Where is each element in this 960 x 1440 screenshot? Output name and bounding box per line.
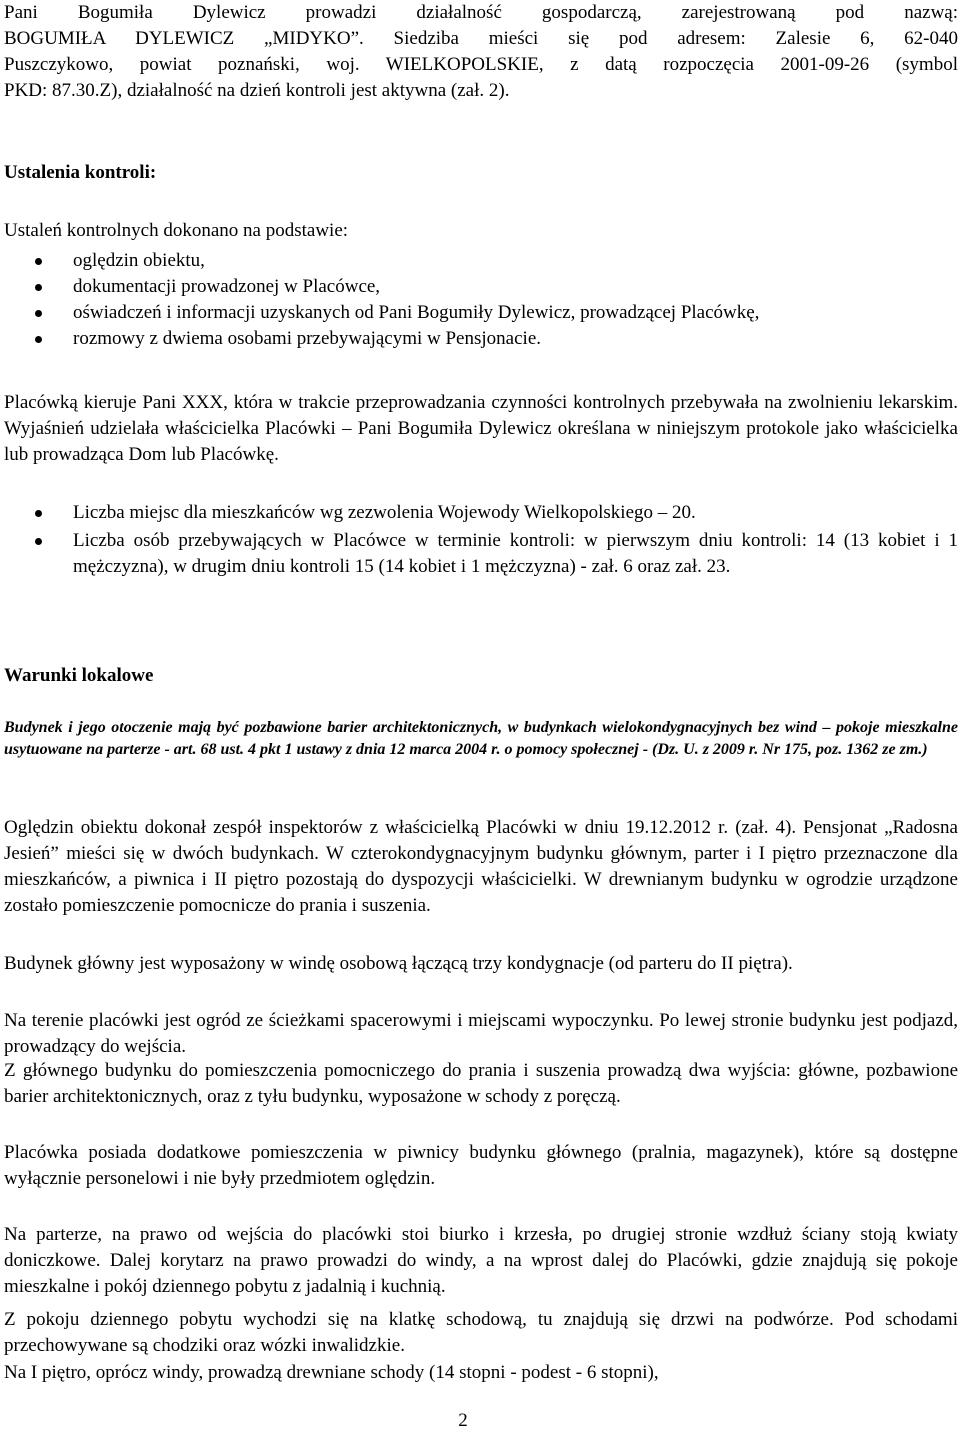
- intro-line: Pani Bogumiła Dylewicz prowadzi działalność gospodarczą, zarejestrowaną pod nazwą:: [4, 2, 958, 23]
- bullet-icon: [35, 284, 42, 291]
- page-number: 2: [458, 1410, 468, 1431]
- list-item: [4, 300, 958, 326]
- bullet-icon: [35, 258, 42, 265]
- ustalenia-paragraph: Placówką kieruje Pani XXX, która w trakcie przeprowadzania czynności kontrolnych przebywała na zwolnieniu lekarskim. Wyjaśnień udzielała właścicielka Placówki – Pani Bogumiła Dylewicz określana w niniejszym protokole jako właścicielka lub prowadząca Dom lub Placówkę.: [4, 392, 958, 465]
- list-item: [4, 500, 958, 526]
- list-item-text: rozmowy z dwiema osobami przebywającymi w Pensjonacie.: [73, 328, 541, 349]
- list-item-text: Liczba miejsc dla mieszkańców wg zezwolenia Wojewody Wielkopolskiego – 20.: [73, 502, 696, 523]
- body-paragraph: Na I piętro, oprócz windy, prowadzą drewniane schody (14 stopni - podest - 6 stopni),: [4, 1362, 659, 1383]
- list-item: [4, 326, 958, 352]
- list-item: [4, 248, 958, 274]
- list-item: [4, 274, 958, 300]
- ustalenia-list: [4, 248, 958, 352]
- section-heading-ustalenia: Ustalenia kontroli:: [4, 162, 157, 183]
- intro-paragraph: [4, 0, 958, 104]
- bullet-icon: [35, 510, 42, 517]
- list-item-text: oględzin obiektu,: [73, 250, 205, 271]
- bullet-icon: [35, 336, 42, 343]
- intro-line: BOGUMIŁA DYLEWICZ „MIDYKO”. Siedziba mieści się pod adresem: Zalesie 6, 62-040: [4, 28, 958, 49]
- intro-line: PKD: 87.30.Z), działalność na dzień kontroli jest aktywna (zał. 2).: [4, 80, 510, 101]
- body-paragraph: Placówka posiada dodatkowe pomieszczenia w piwnicy budynku głównego (pralnia, magazynek), które są dostępne wyłącznie personelowi i nie były przedmiotem oględzin.: [4, 1142, 958, 1189]
- legal-note: Budynek i jego otoczenie mają być pozbawione barier architektonicznych, w budynkach wielokondygnacyjnych bez wind – pokoje mieszkalne usytuowane na parterze - art. 68 ust. 4 pkt 1 ustawy z dnia 12 marca 2004 r. o pomocy społecznej - (Dz. U. z 2009 r. Nr 175, poz. 1362 ze zm.): [4, 719, 958, 758]
- intro-line: Puszczykowo, powiat poznański, woj. WIELKOPOLSKIE, z datą rozpoczęcia 2001-09-26 (symbol: [4, 54, 958, 75]
- bullet-icon: [35, 310, 42, 317]
- stats-list: [4, 500, 958, 580]
- ustalenia-lead: Ustaleń kontrolnych dokonano na podstawie:: [4, 220, 349, 241]
- body-paragraph: Oględzin obiektu dokonał zespół inspektorów z właścicielką Placówki w dniu 19.12.2012 r. (zał. 4). Pensjonat „Radosna Jesień” mieści się w dwóch budynkach. W czterokondygnacyjnym budynku głównym, parter i I piętro przeznaczone dla mieszkańców, a piwnica i II piętro pozostają do dyspozycji właścicielki. W drewnianym budynku w ogrodzie urządzone zostało pomieszczenie pomocnicze do prania i suszenia.: [4, 817, 958, 916]
- list-item-text: oświadczeń i informacji uzyskanych od Pani Bogumiły Dylewicz, prowadzącej Placówkę,: [73, 302, 760, 323]
- body-paragraph: Budynek główny jest wyposażony w windę osobową łączącą trzy kondygnacje (od parteru do II piętra).: [4, 953, 793, 974]
- body-paragraph: Na terenie placówki jest ogród ze ścieżkami spacerowymi i miejscami wypoczynku. Po lewej stronie budynku jest podjazd, prowadzący do wejścia.: [4, 1010, 958, 1057]
- body-paragraph: Na parterze, na prawo od wejścia do placówki stoi biurko i krzesła, po drugiej stronie wzdłuż ściany stoją kwiaty doniczkowe. Dalej korytarz na prawo prowadzi do windy, a na wprost dalej do Placówki, gdzie znajdują się pokoje mieszkalne i pokój dziennego pobytu z jadalnią i kuchnią.: [4, 1224, 958, 1297]
- body-paragraph: Z pokoju dziennego pobytu wychodzi się na klatkę schodową, tu znajdują się drzwi na podwórze. Pod schodami przechowywane są chodziki oraz wózki inwalidzkie.: [4, 1309, 958, 1356]
- list-item-text: dokumentacji prowadzonej w Placówce,: [73, 276, 381, 297]
- list-item-text: Liczba osób przebywających w Placówce w terminie kontroli: w pierwszym dniu kontroli: 14 (13 kobiet i 1 mężczyzna), w drugim dniu kontroli 15 (14 kobiet i 1 mężczyzna) - zał. 6 oraz zał. 23.: [73, 530, 958, 577]
- list-item: [4, 528, 958, 580]
- body-paragraph: Z głównego budynku do pomieszczenia pomocniczego do prania i suszenia prowadzą dwa wyjścia: główne, pozbawione barier architektonicznych, oraz z tyłu budynku, wyposażone w schody z poręczą.: [4, 1060, 958, 1107]
- bullet-icon: [35, 538, 42, 545]
- section-heading-warunki: Warunki lokalowe: [4, 665, 154, 686]
